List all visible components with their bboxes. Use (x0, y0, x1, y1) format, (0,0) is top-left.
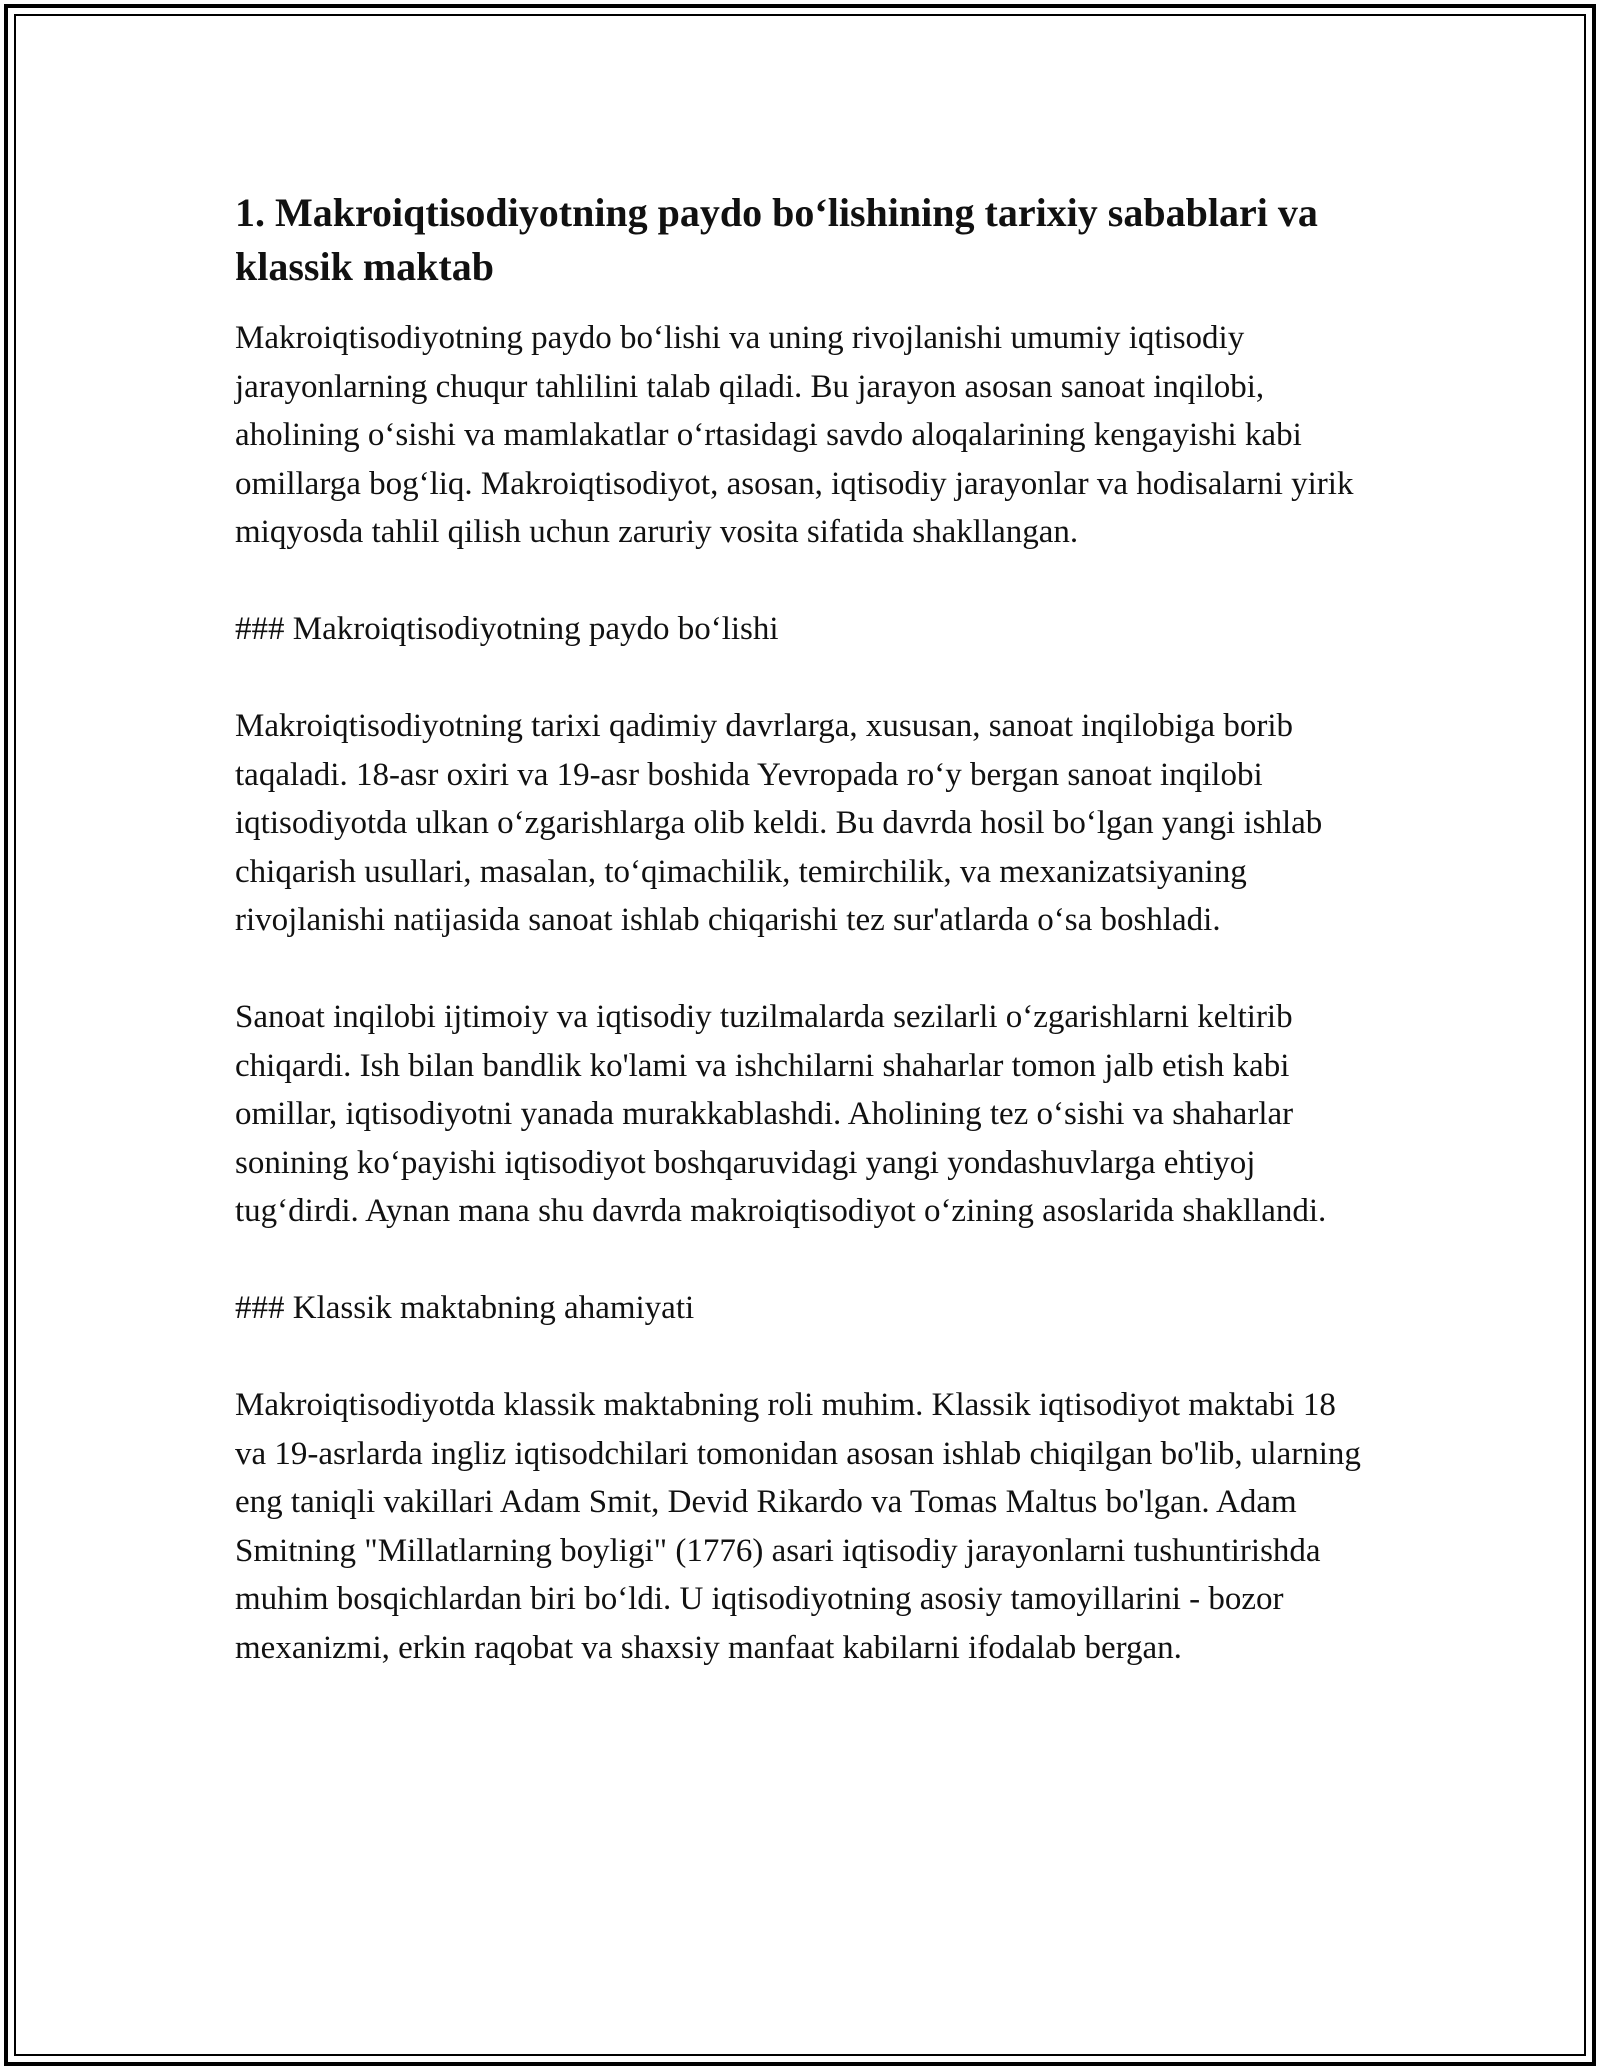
section1-paragraph-2: Sanoat inqilobi ijtimoiy va iqtisodiy tuzilmalarda sezilarli o‘zgarishlarni keltirib chiqardi. Ish bilan bandlik ko'lami va ishchilarni shaharlar tomon jalb etish kabi omillar, iqtisodiyotni yanada murakkablashdi. Aholining tez o‘sishi va shaharlar sonining ko‘payishi iqtisodiyot boshqaruvidagi yangi yondashuvlarga ehtiyoj tug‘dirdi. Aynan mana shu davrda makroiqtisodiyot o‘zining asoslarida shakllandi. (235, 999, 1327, 1229)
page-title: 1. Makroiqtisodiyotning paydo bo‘lishining tarixiy sabablari va klassik maktab (235, 190, 1318, 289)
document-body (235, 186, 1365, 1672)
section-heading-origin: ### Makroiqtisodiyotning paydo bo‘lishi (235, 611, 779, 647)
section1-paragraph-1: Makroiqtisodiyotning tarixi qadimiy davrlarga, xususan, sanoat inqilobiga borib taqaladi. 18-asr oxiri va 19-asr boshida Yevropada ro‘y bergan sanoat inqilobi iqtisodiyotda ulkan o‘zgarishlarga olib keldi. Bu davrda hosil bo‘lgan yangi ishlab chiqarish usullari, masalan, to‘qimachilik, temirchilik, va mexanizatsiyaning rivojlanishi natijasida sanoat ishlab chiqarishi tez sur'atlarda o‘sa boshladi. (235, 708, 1323, 938)
paragraph-spacer (235, 557, 1365, 606)
paragraph-spacer (235, 654, 1365, 703)
paragraph-spacer (235, 945, 1365, 994)
intro-paragraph: Makroiqtisodiyotning paydo bo‘lishi va uning rivojlanishi umumiy iqtisodiy jarayonlarning chuqur tahlilini talab qiladi. Bu jarayon asosan sanoat inqilobi, aholining o‘sishi va mamlakatlar o‘rtasidagi savdo aloqalarining kengayishi kabi omillarga bog‘liq. Makroiqtisodiyot, asosan, iqtisodiy jarayonlar va hodisalarni yirik miqyosda tahlil qilish uchun zaruriy vosita sifatida shakllangan. (235, 320, 1354, 550)
section-heading-classical-school: ### Klassik maktabning ahamiyati (235, 1290, 695, 1326)
section2-paragraph-1: Makroiqtisodiyotda klassik maktabning roli muhim. Klassik iqtisodiyot maktabi 18 va 19-asrlarda ingliz iqtisodchilari tomonidan asosan ishlab chiqilgan bo'lib, ularning eng taniqli vakillari Adam Smit, Devid Rikardo va Tomas Maltus bo'lgan. Adam Smitning "Millatlarning boyligi" (1776) asari iqtisodiy jarayonlarni tushuntirishda muhim bosqichlardan biri bo‘ldi. U iqtisodiyotning asosiy tamoyillarini - bozor mexanizmi, erkin raqobat va shaxsiy manfaat kabilarni ifodalab bergan. (235, 1387, 1361, 1666)
paragraph-spacer (235, 1236, 1365, 1285)
paragraph-spacer (235, 1333, 1365, 1382)
